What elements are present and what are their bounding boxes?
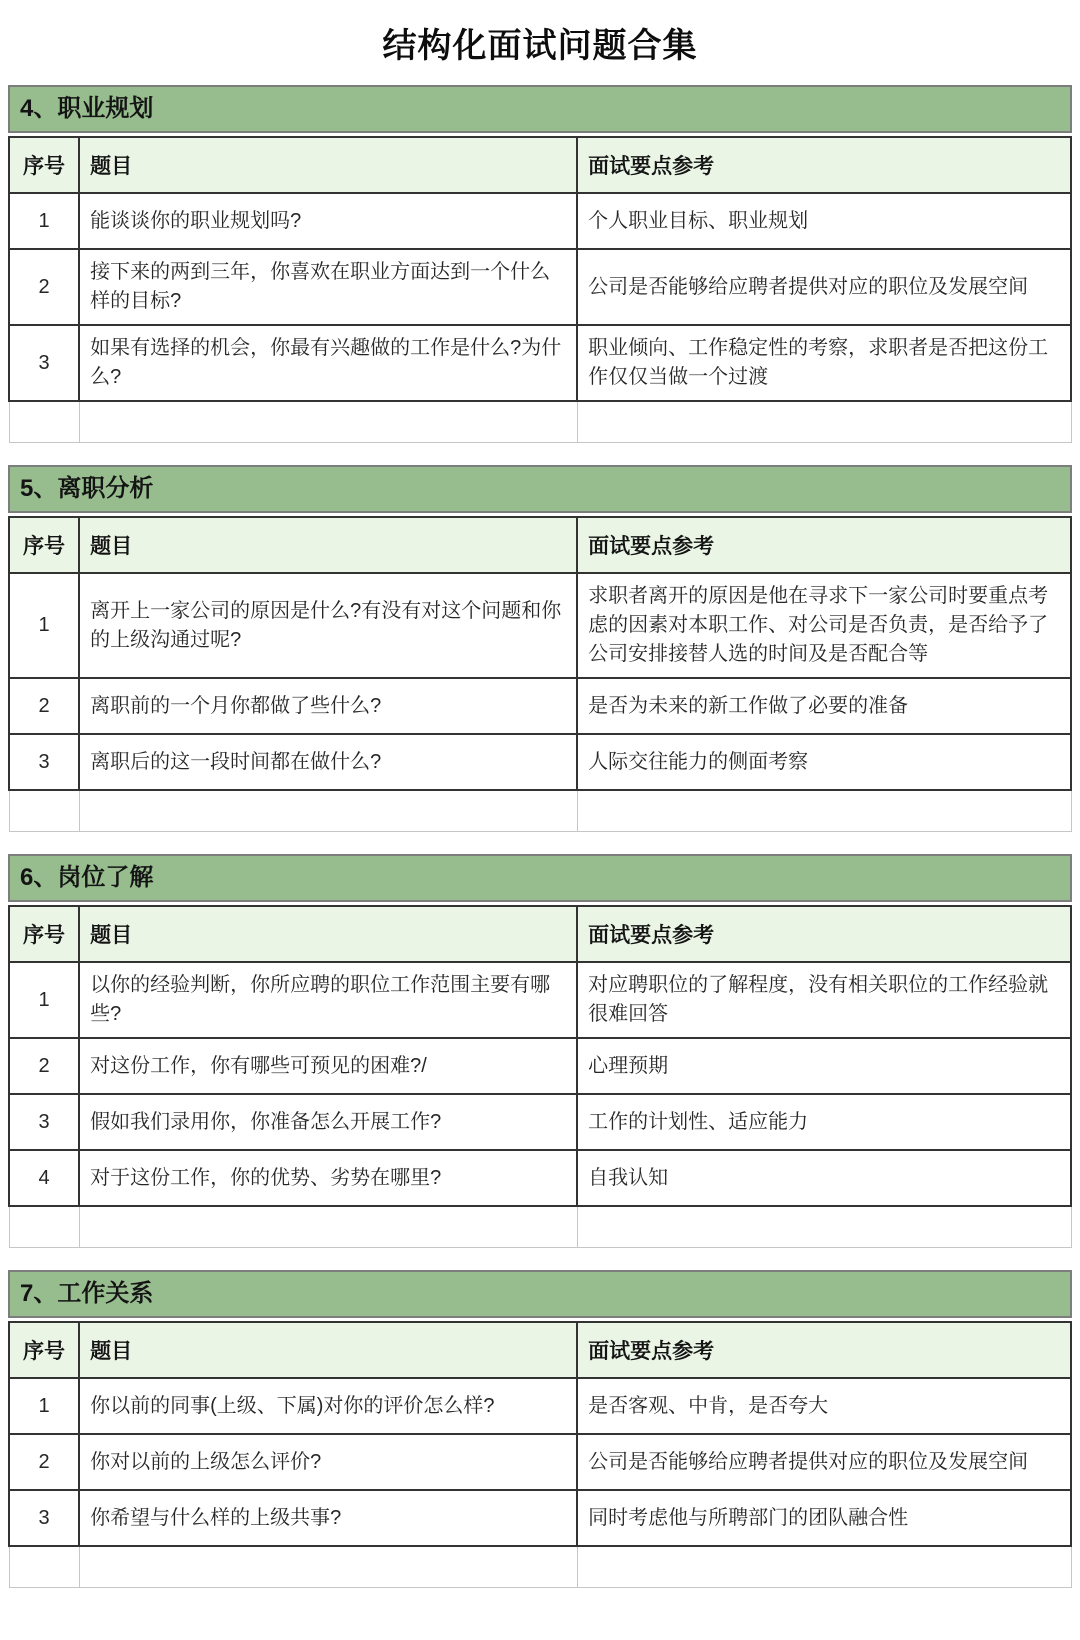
reference-cell: 对应聘职位的了解程度，没有相关职位的工作经验就很难回答 xyxy=(577,962,1071,1038)
table-header-row xyxy=(9,517,1071,573)
table-row xyxy=(9,193,1071,249)
column-header-question: 题目 xyxy=(79,906,577,962)
section xyxy=(8,85,1072,443)
column-header-question: 题目 xyxy=(79,137,577,193)
row-number-cell xyxy=(9,401,79,443)
section xyxy=(8,1270,1072,1588)
question-cell: 假如我们录用你，你准备怎么开展工作? xyxy=(79,1094,577,1150)
reference-cell xyxy=(577,790,1071,832)
table-row xyxy=(9,573,1071,678)
table-row xyxy=(9,1434,1071,1490)
table-row xyxy=(9,249,1071,325)
question-cell: 如果有选择的机会，你最有兴趣做的工作是什么?为什么? xyxy=(79,325,577,401)
row-number-cell: 3 xyxy=(9,325,79,401)
table-row xyxy=(9,1094,1071,1150)
reference-cell: 个人职业目标、职业规划 xyxy=(577,193,1071,249)
question-cell xyxy=(79,401,577,443)
table-header-row xyxy=(9,1322,1071,1378)
reference-cell: 是否为未来的新工作做了必要的准备 xyxy=(577,678,1071,734)
question-cell: 对于这份工作，你的优势、劣势在哪里? xyxy=(79,1150,577,1206)
sections-container xyxy=(8,85,1072,1588)
row-number-cell: 2 xyxy=(9,1434,79,1490)
table-row xyxy=(9,1378,1071,1434)
row-number-cell xyxy=(9,1206,79,1248)
column-header-reference: 面试要点参考 xyxy=(577,517,1071,573)
question-cell: 离职前的一个月你都做了些什么? xyxy=(79,678,577,734)
question-cell: 对这份工作，你有哪些可预见的困难?/ xyxy=(79,1038,577,1094)
question-cell: 以你的经验判断，你所应聘的职位工作范围主要有哪些? xyxy=(79,962,577,1038)
row-number-cell: 1 xyxy=(9,962,79,1038)
question-cell xyxy=(79,1206,577,1248)
question-cell: 离职后的这一段时间都在做什么? xyxy=(79,734,577,790)
column-header-reference: 面试要点参考 xyxy=(577,1322,1071,1378)
reference-cell: 求职者离开的原因是他在寻求下一家公司时要重点考虑的因素对本职工作、对公司是否负责，是否给予了公司安排接替人选的时间及是否配合等 xyxy=(577,573,1071,678)
table-row xyxy=(9,1150,1071,1206)
table-header-row xyxy=(9,906,1071,962)
reference-cell xyxy=(577,1206,1071,1248)
question-cell: 接下来的两到三年，你喜欢在职业方面达到一个什么样的目标? xyxy=(79,249,577,325)
column-header-num: 序号 xyxy=(9,906,79,962)
reference-cell: 人际交往能力的侧面考察 xyxy=(577,734,1071,790)
reference-cell: 是否客观、中肯，是否夸大 xyxy=(577,1378,1071,1434)
question-cell: 你以前的同事(上级、下属)对你的评价怎么样? xyxy=(79,1378,577,1434)
empty-row xyxy=(9,1546,1071,1588)
reference-cell: 心理预期 xyxy=(577,1038,1071,1094)
row-number-cell xyxy=(9,790,79,832)
row-number-cell: 1 xyxy=(9,193,79,249)
column-header-question: 题目 xyxy=(79,517,577,573)
empty-row xyxy=(9,1206,1071,1248)
section xyxy=(8,465,1072,832)
question-cell: 能谈谈你的职业规划吗? xyxy=(79,193,577,249)
reference-cell: 职业倾向、工作稳定性的考察，求职者是否把这份工作仅仅当做一个过渡 xyxy=(577,325,1071,401)
question-cell: 离开上一家公司的原因是什么?有没有对这个问题和你的上级沟通过呢? xyxy=(79,573,577,678)
row-number-cell: 1 xyxy=(9,1378,79,1434)
table-row xyxy=(9,1490,1071,1546)
row-number-cell: 2 xyxy=(9,249,79,325)
reference-cell: 公司是否能够给应聘者提供对应的职位及发展空间 xyxy=(577,249,1071,325)
column-header-reference: 面试要点参考 xyxy=(577,137,1071,193)
section-heading: 4、职业规划 xyxy=(8,85,1072,133)
reference-cell: 工作的计划性、适应能力 xyxy=(577,1094,1071,1150)
table-row xyxy=(9,962,1071,1038)
table-header-row xyxy=(9,137,1071,193)
question-cell xyxy=(79,1546,577,1588)
questions-table xyxy=(8,516,1072,832)
reference-cell: 自我认知 xyxy=(577,1150,1071,1206)
row-number-cell: 3 xyxy=(9,1490,79,1546)
column-header-num: 序号 xyxy=(9,1322,79,1378)
section xyxy=(8,854,1072,1248)
empty-row xyxy=(9,790,1071,832)
column-header-num: 序号 xyxy=(9,137,79,193)
row-number-cell xyxy=(9,1546,79,1588)
row-number-cell: 2 xyxy=(9,1038,79,1094)
empty-row xyxy=(9,401,1071,443)
question-cell: 你希望与什么样的上级共事? xyxy=(79,1490,577,1546)
reference-cell: 公司是否能够给应聘者提供对应的职位及发展空间 xyxy=(577,1434,1071,1490)
section-heading: 6、岗位了解 xyxy=(8,854,1072,902)
reference-cell xyxy=(577,401,1071,443)
questions-table xyxy=(8,1321,1072,1588)
row-number-cell: 1 xyxy=(9,573,79,678)
row-number-cell: 4 xyxy=(9,1150,79,1206)
questions-table xyxy=(8,136,1072,443)
table-row xyxy=(9,734,1071,790)
column-header-reference: 面试要点参考 xyxy=(577,906,1071,962)
questions-table xyxy=(8,905,1072,1248)
table-row xyxy=(9,1038,1071,1094)
question-cell: 你对以前的上级怎么评价? xyxy=(79,1434,577,1490)
column-header-question: 题目 xyxy=(79,1322,577,1378)
reference-cell: 同时考虑他与所聘部门的团队融合性 xyxy=(577,1490,1071,1546)
question-cell xyxy=(79,790,577,832)
row-number-cell: 2 xyxy=(9,678,79,734)
row-number-cell: 3 xyxy=(9,1094,79,1150)
reference-cell xyxy=(577,1546,1071,1588)
column-header-num: 序号 xyxy=(9,517,79,573)
section-heading: 5、离职分析 xyxy=(8,465,1072,513)
table-row xyxy=(9,325,1071,401)
page-title: 结构化面试问题合集 xyxy=(382,27,698,65)
row-number-cell: 3 xyxy=(9,734,79,790)
section-heading: 7、工作关系 xyxy=(8,1270,1072,1318)
table-row xyxy=(9,678,1071,734)
